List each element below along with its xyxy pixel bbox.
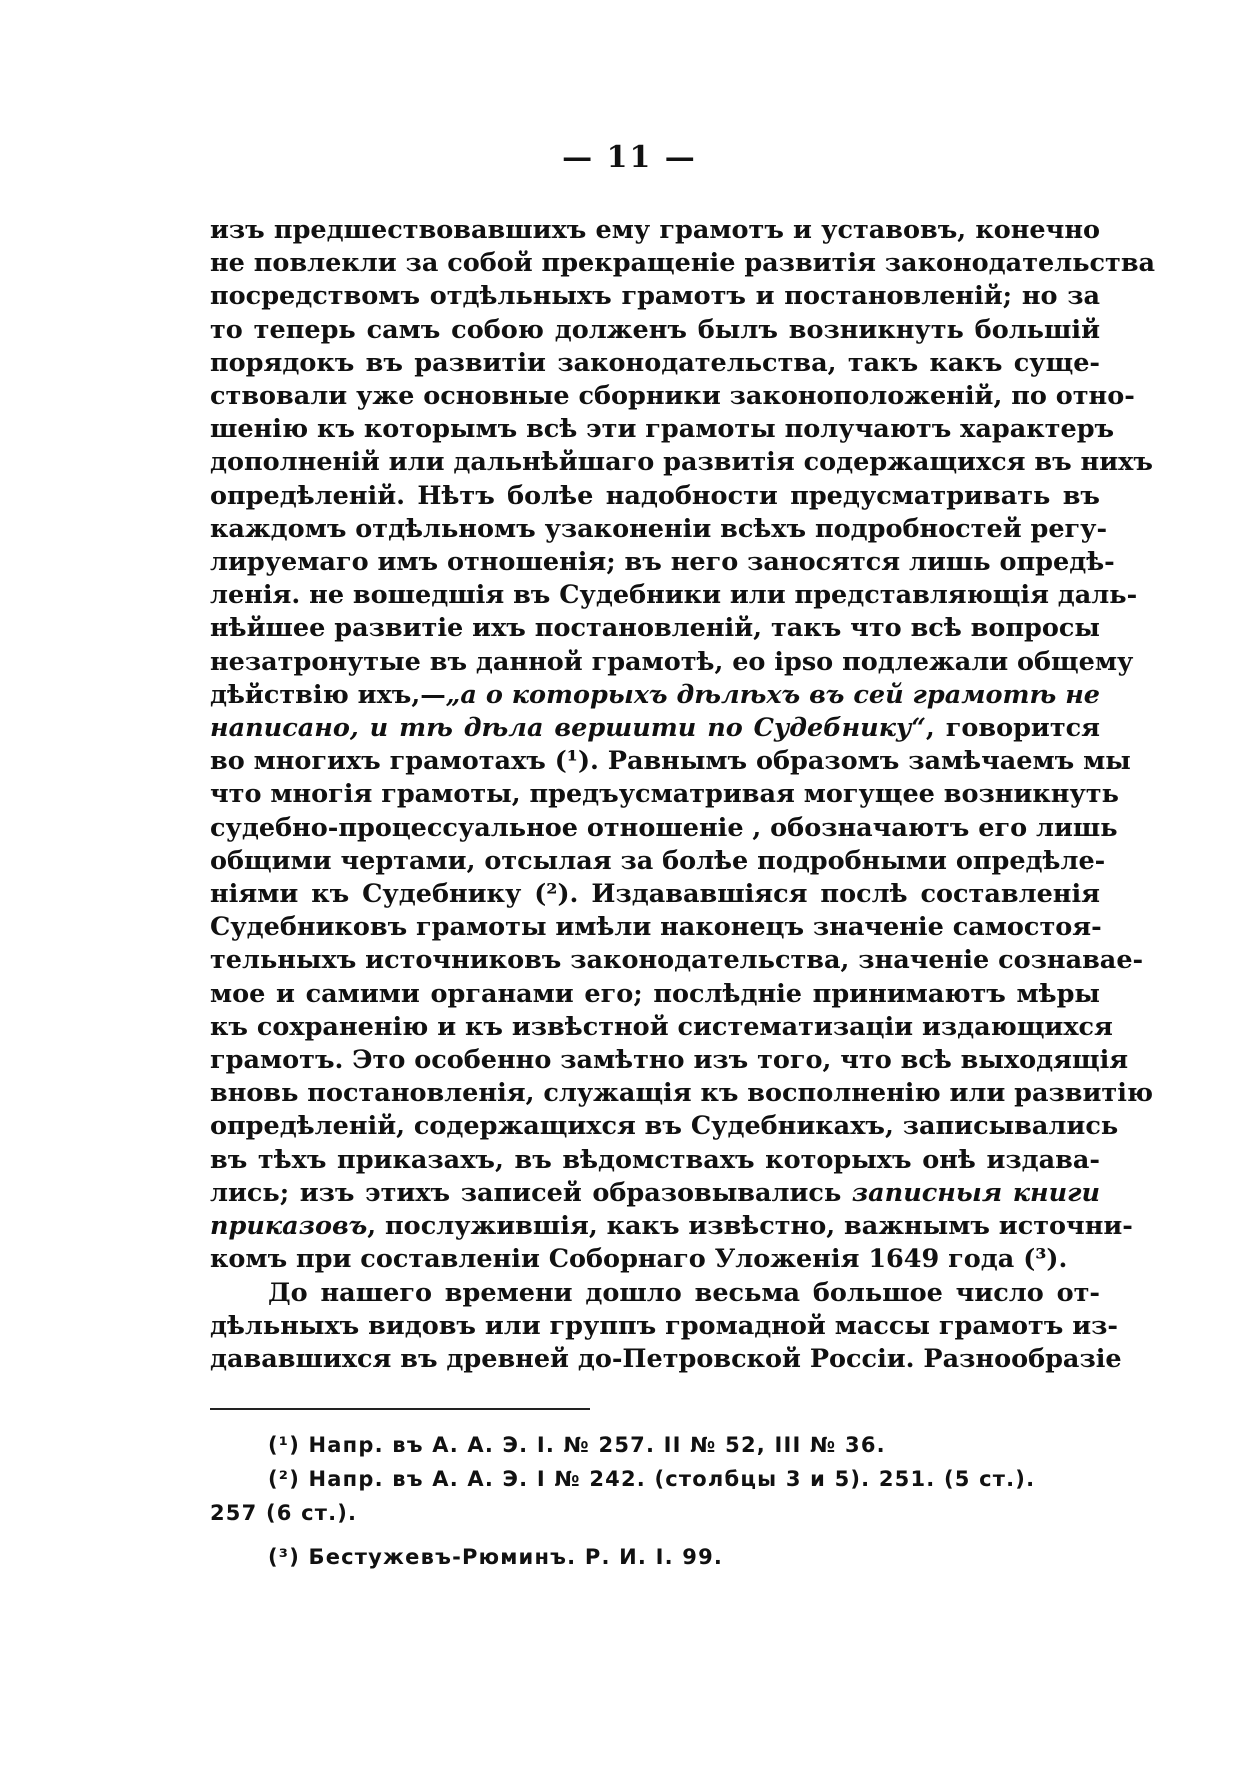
text-line: нiями къ Судебнику (²). Издававшiяся послѣ составленiя [210, 879, 1100, 910]
text-line: посредствомъ отдѣльныхъ грамотъ и постановленiй; но за [210, 281, 1100, 312]
page-number: — 11 — [562, 140, 697, 175]
footnote-2-continued: 257 (6 ст.). [210, 1501, 358, 1525]
text-line: къ сохраненiю и къ извѣстной систематизацiи издающихся [210, 1011, 1113, 1042]
book-italic: записныя книги [851, 1177, 1101, 1208]
text-line: общими чертами, отсылая за болѣе подробными опредѣле- [210, 845, 1106, 876]
text-line: въ тѣхъ приказахъ, въ вѣдомствахъ которыхъ онѣ издава- [210, 1144, 1100, 1175]
text-line: дѣльныхъ видовъ или группъ громадной массы грамотъ из- [210, 1310, 1119, 1341]
footnote-3: (³) Бестужевъ-Рюминъ. Р. И. I. 99. [268, 1545, 724, 1569]
book-lead: лись; изъ этихъ записей образовывались [210, 1177, 852, 1208]
text-line: ленiя. не вошедшiя въ Судебники или представляющiя даль- [210, 580, 1138, 611]
quote-italic: „а о которыхъ дѣлѣхъ въ сей грамотѣ не [445, 679, 1101, 710]
text-line-book [210, 1177, 1100, 1210]
text-line: ствовали уже основные сборники законоположенiй, по отно- [210, 381, 1135, 412]
text-line: нѣйшее развитiе ихъ постановленiй, такъ что всѣ вопросы [210, 613, 1100, 644]
quote-lead: дѣйствiю ихъ,— [210, 679, 446, 710]
text-line: изъ предшествовавшихъ ему грамотъ и уставовъ, конечно [210, 215, 1100, 245]
footnote-1: (¹) Напр. въ А. А. Э. I. № 257. II № 52, III № 36. [268, 1433, 886, 1457]
book-tail: , послужившiя, какъ извѣстно, важнымъ источни- [367, 1211, 1133, 1242]
text-line: судебно-процессуальное отношенiе , обозначаютъ его лишь [210, 812, 1118, 843]
text-line: дававшихся въ древней до-Петровской Россiи. Разнообразiе [210, 1343, 1122, 1374]
text-line: тельныхъ источниковъ законодательства, значенiе сознавае- [210, 945, 1144, 976]
text-line-quote [210, 712, 1100, 745]
text-line: каждомъ отдѣльномъ узаконенiи всѣхъ подробностей регу- [210, 513, 1108, 544]
text-line: во многихъ грамотахъ (¹). Равнымъ образомъ замѣчаемъ мы [210, 746, 1131, 777]
text-line: грамотъ. Это особенно замѣтно изъ того, что всѣ выходящiя [210, 1045, 1129, 1076]
footnote-divider [210, 1408, 590, 1410]
text-line: не повлекли за собой прекращенiе развитiя законодательства [210, 248, 1156, 279]
quote-tail: , говорится [925, 713, 1100, 744]
text-line: порядокъ въ развитiи законодательства, такъ какъ суще- [210, 347, 1100, 378]
text-line: то теперь самъ собою долженъ былъ возникнуть большiй [210, 314, 1100, 345]
text-line-book [210, 1210, 1133, 1243]
text-line: лируемаго имъ отношенiя; въ него заносятся лишь опредѣ- [210, 547, 1115, 578]
text-line-quote [210, 679, 1100, 712]
text-line: комъ при составленiи Соборнаго Уложенiя 1649 года (³). [210, 1244, 1068, 1275]
text-line: вновь постановленiя, служащiя къ восполненiю или развитiю [210, 1078, 1154, 1109]
text-line: дополненiй или дальнѣйшаго развитiя содержащихся въ нихъ [210, 447, 1153, 478]
text-line: До нашего времени дошло весьма большое число от- [268, 1277, 1100, 1308]
footnotes [210, 1428, 1100, 1574]
book-italic: приказовъ [210, 1211, 368, 1242]
text-line: незатронутые въ данной грамотѣ, eo ipso подлежали общему [210, 646, 1134, 677]
footnote-2: (²) Напр. въ А. А. Э. I № 242. (столбцы 3 и 5). 251. (5 ст.). [268, 1467, 1036, 1491]
quote-italic: написано, и тѣ дѣла вершити по Судебнику“ [210, 713, 926, 744]
text-line: опредѣленiй. Нѣтъ болѣе надобности предусматривать въ [210, 480, 1100, 511]
text-line: Судебниковъ грамоты имѣли наконецъ значенiе самостоя- [210, 912, 1102, 943]
text-line: что многiя грамоты, предъусматривая могущее возникнуть [210, 779, 1119, 810]
text-line: опредѣленiй, содержащихся въ Судебникахъ, записывались [210, 1111, 1119, 1142]
text-line: мое и самими органами его; послѣднiе принимаютъ мѣры [210, 978, 1100, 1009]
body-text [210, 214, 1156, 1376]
text-line: шенiю къ которымъ всѣ эти грамоты получаютъ характеръ [210, 414, 1115, 445]
